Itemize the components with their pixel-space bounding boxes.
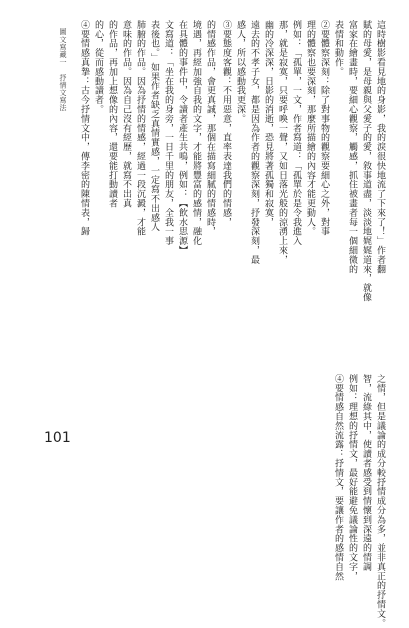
text-column: 的心，從而感動讀者。	[93, 20, 103, 114]
text-column: 表後也。」如果作者缺乏真情實感，一定寫不出感人	[149, 20, 159, 232]
text-column: 智，流綠其中，使讀者感受到情懷到深遠的情調	[361, 374, 371, 572]
text-column: 感人，所以感動我更深。	[235, 20, 245, 124]
text-column: ④要情感真摯：古今抒情文中，傳李密的陳情表，歸	[79, 20, 89, 237]
text-column: 意味的作品。因為自己沒有經歷，就寫不出真	[121, 20, 131, 208]
text-column: 在具體的事件中，令讀者產生共鳴，例如：【飲水思源】	[177, 20, 187, 255]
text-column: ③要態度客觀：不用惡意，直率表達我們的情感，	[221, 20, 231, 227]
text-column: 文寫道：「坐在我的身旁，一日千里的朋友，全我一事	[163, 20, 173, 246]
text-column: ②要體察深刻：除了對事物的觀察要細心之外，對事	[319, 20, 329, 237]
text-column: 之情，但是議論的成分較抒情成分為多，並非真正的抒情文。	[375, 374, 385, 628]
text-column: ④要情感自然流露：抒情文，要讓作者的感情自然	[333, 374, 343, 581]
text-column: 的作品，再加上想像的內容，還要能打動讀者	[107, 20, 117, 208]
text-column: 表情和動作。	[333, 20, 343, 77]
text-column: 遠去的不孝子女，都是因為作者的觀察深刻，抒發深刻，最	[249, 20, 259, 265]
text-block-right	[221, 20, 386, 368]
text-column: 的情感作品，會更真誠，那個在描寫細膩的情感時，	[205, 20, 215, 237]
text-column: 例如：「孤單，一文，作者寫道：「孤單於是令我進入	[291, 20, 301, 246]
text-column: 境遇，再經加強自我的文字，才能將豐富的感情，融化	[191, 20, 201, 246]
text-column: 賦的母愛，是母親與父愛子的愛，敘事道盡，淡淡地娓娓道來，就像	[361, 20, 371, 302]
text-column: 這時樹影看見地的身影，我的淚很快地流了下來了！」作者翻	[375, 20, 385, 274]
text-column: 富家在繪畫時，要細心觀察，觸感，抓住被畫者每一個細微的	[347, 20, 357, 274]
text-block-bottom	[224, 374, 386, 628]
page-number: 101	[44, 430, 71, 446]
text-column: 例如：理想的抒情文，最好能避免議論性的文字，	[347, 374, 357, 581]
text-column: 幽的冷深深，日影的消逝，恐見將著孤獨和寂寞，	[263, 20, 273, 227]
text-column: 肺腑的作品。因為抒情的情感，經過一段沉澱，才能	[135, 20, 145, 237]
running-head: 圖文寫藏一 抒情文寫法	[59, 28, 67, 112]
text-column: 那，就是寂寞，只要呼喚一聲，又如日落光般的涼湧上來，	[277, 20, 287, 265]
text-block-left	[76, 20, 216, 345]
text-column: 理的體察也要深刻，那麼所描繪的內容才能更動人。	[305, 20, 315, 237]
